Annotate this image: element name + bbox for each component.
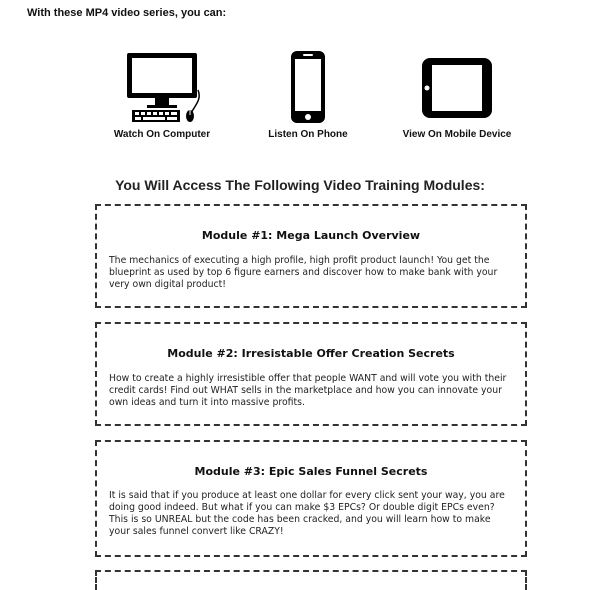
module-title: Module #1: Mega Launch Overview [201, 229, 421, 242]
module-description: How to create a highly irresistible offer that people WANT and will vote you with their credit cards! Find out WHAT sells in the marketplace and how you can innovate your own ideas and turn it into massive profits. [109, 373, 507, 408]
tablet-icon [420, 50, 494, 124]
device-computer [112, 50, 212, 140]
module-title: Module #3: Epic Sales Funnel Secrets [194, 465, 428, 478]
desktop-computer-icon [120, 50, 204, 124]
module-card-4-partial [95, 570, 527, 590]
device-tablet [392, 50, 522, 140]
module-card-3 [95, 440, 527, 557]
device-phone [258, 50, 358, 140]
module-title: Module #2: Irresistable Offer Creation Secrets [167, 347, 455, 360]
modules-heading: You Will Access The Following Video Training Modules: [115, 177, 485, 193]
device-options [0, 50, 600, 150]
intro-text: With these MP4 video series, you can: [27, 7, 227, 19]
module-card-2 [95, 322, 527, 426]
module-description: The mechanics of executing a high profile, high profit product launch! You get the blueprint as used by top 6 figure earners and discover how to make bank with your very own digital product! [109, 255, 498, 290]
device-label: Listen On Phone [268, 129, 348, 140]
module-card-1 [95, 204, 527, 308]
device-label: Watch On Computer [113, 129, 211, 140]
device-label: View On Mobile Device [402, 129, 512, 140]
smartphone-icon [288, 50, 328, 124]
module-description: It is said that if you produce at least one dollar for every click sent your way, you are doing good indeed. But what if you can make $3 EPCs? Or double digit EPCs even? This is so UNREAL but the code has been cracked, and you will learn how to make your sales funnel convert like CRAZY! [109, 490, 505, 537]
